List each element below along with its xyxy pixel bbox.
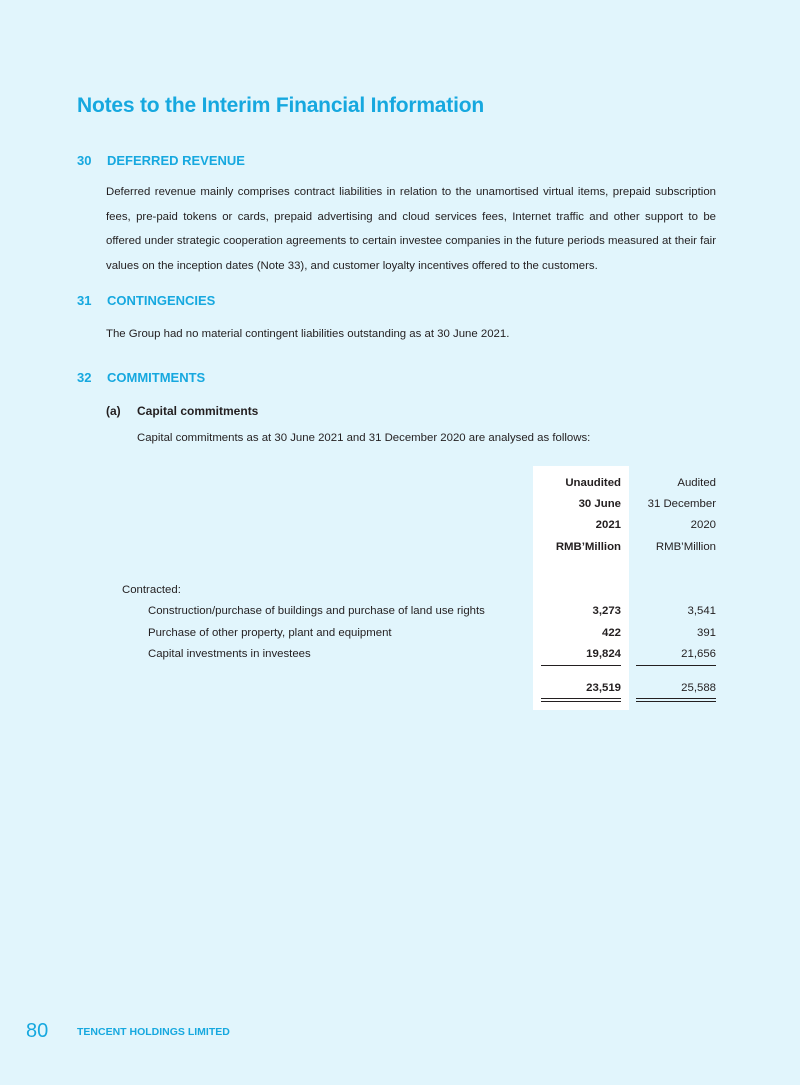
- header-rmb-million-2021: RMB’Million: [555, 541, 621, 553]
- header-30-june: 30 June: [578, 498, 621, 510]
- subtotal-rule-2021: [541, 665, 621, 666]
- section-31-paragraph: The Group had no material contingent liabilities outstanding as at 30 June 2021.: [106, 328, 510, 340]
- company-name: TENCENT HOLDINGS LIMITED: [77, 1026, 230, 1038]
- page-number: 80: [26, 1020, 49, 1042]
- header-2021: 2021: [595, 519, 621, 531]
- section-30-paragraph: Deferred revenue mainly comprises contract liabilities in relation to the unamortised virtual items, prepaid subscription fees, pre-paid tokens or cards, prepaid advertising and cloud services fees, Internet traffic and other support to be offered under strategic cooperation agreements to certain investee companies in the future periods measured at their fair values on the inception dates (Note 33), and customer loyalty incentives offered to the customers.: [106, 186, 716, 272]
- header-rmb-million-2020: RMB’Million: [655, 541, 716, 553]
- subsection-a-paragraph: Capital commitments as at 30 June 2021 and 31 December 2020 are analysed as follows:: [137, 432, 591, 444]
- table-row-value-2021: 422: [601, 627, 621, 639]
- subsection-a-title: Capital commitments: [137, 404, 259, 418]
- table-row-label: Purchase of other property, plant and equipment: [148, 627, 392, 639]
- total-double-rule-2020-bottom: [636, 701, 716, 702]
- total-double-rule-2020-top: [636, 698, 716, 699]
- section-30-number: 30: [77, 153, 92, 168]
- header-unaudited: Unaudited: [565, 477, 621, 489]
- page-title: Notes to the Interim Financial Information: [77, 94, 484, 117]
- section-32-number: 32: [77, 370, 92, 385]
- section-30-title: DEFERRED REVENUE: [107, 153, 245, 168]
- total-double-rule-2021-bottom: [541, 701, 621, 702]
- table-row-value-2020: 21,656: [681, 648, 716, 660]
- subtotal-rule-2020: [636, 665, 716, 666]
- subsection-a-label: (a): [106, 404, 121, 418]
- table-row-value-2020: 3,541: [687, 605, 716, 617]
- total-value-2021: 23,519: [586, 682, 621, 694]
- table-row-value-2021: 3,273: [592, 605, 621, 617]
- header-audited: Audited: [677, 477, 716, 489]
- total-double-rule-2021-top: [541, 698, 621, 699]
- total-value-2020: 25,588: [681, 682, 716, 694]
- contracted-label: Contracted:: [122, 584, 181, 596]
- section-31-title: CONTINGENCIES: [107, 293, 216, 308]
- table-row-label: Construction/purchase of buildings and purchase of land use rights: [148, 605, 485, 617]
- section-32-title: COMMITMENTS: [107, 370, 206, 385]
- header-31-december: 31 December: [647, 498, 716, 510]
- table-row-label: Capital investments in investees: [148, 648, 311, 660]
- table-row-value-2021: 19,824: [586, 648, 621, 660]
- table-row-value-2020: 391: [696, 627, 716, 639]
- section-31-number: 31: [77, 293, 92, 308]
- header-2020: 2020: [690, 519, 716, 531]
